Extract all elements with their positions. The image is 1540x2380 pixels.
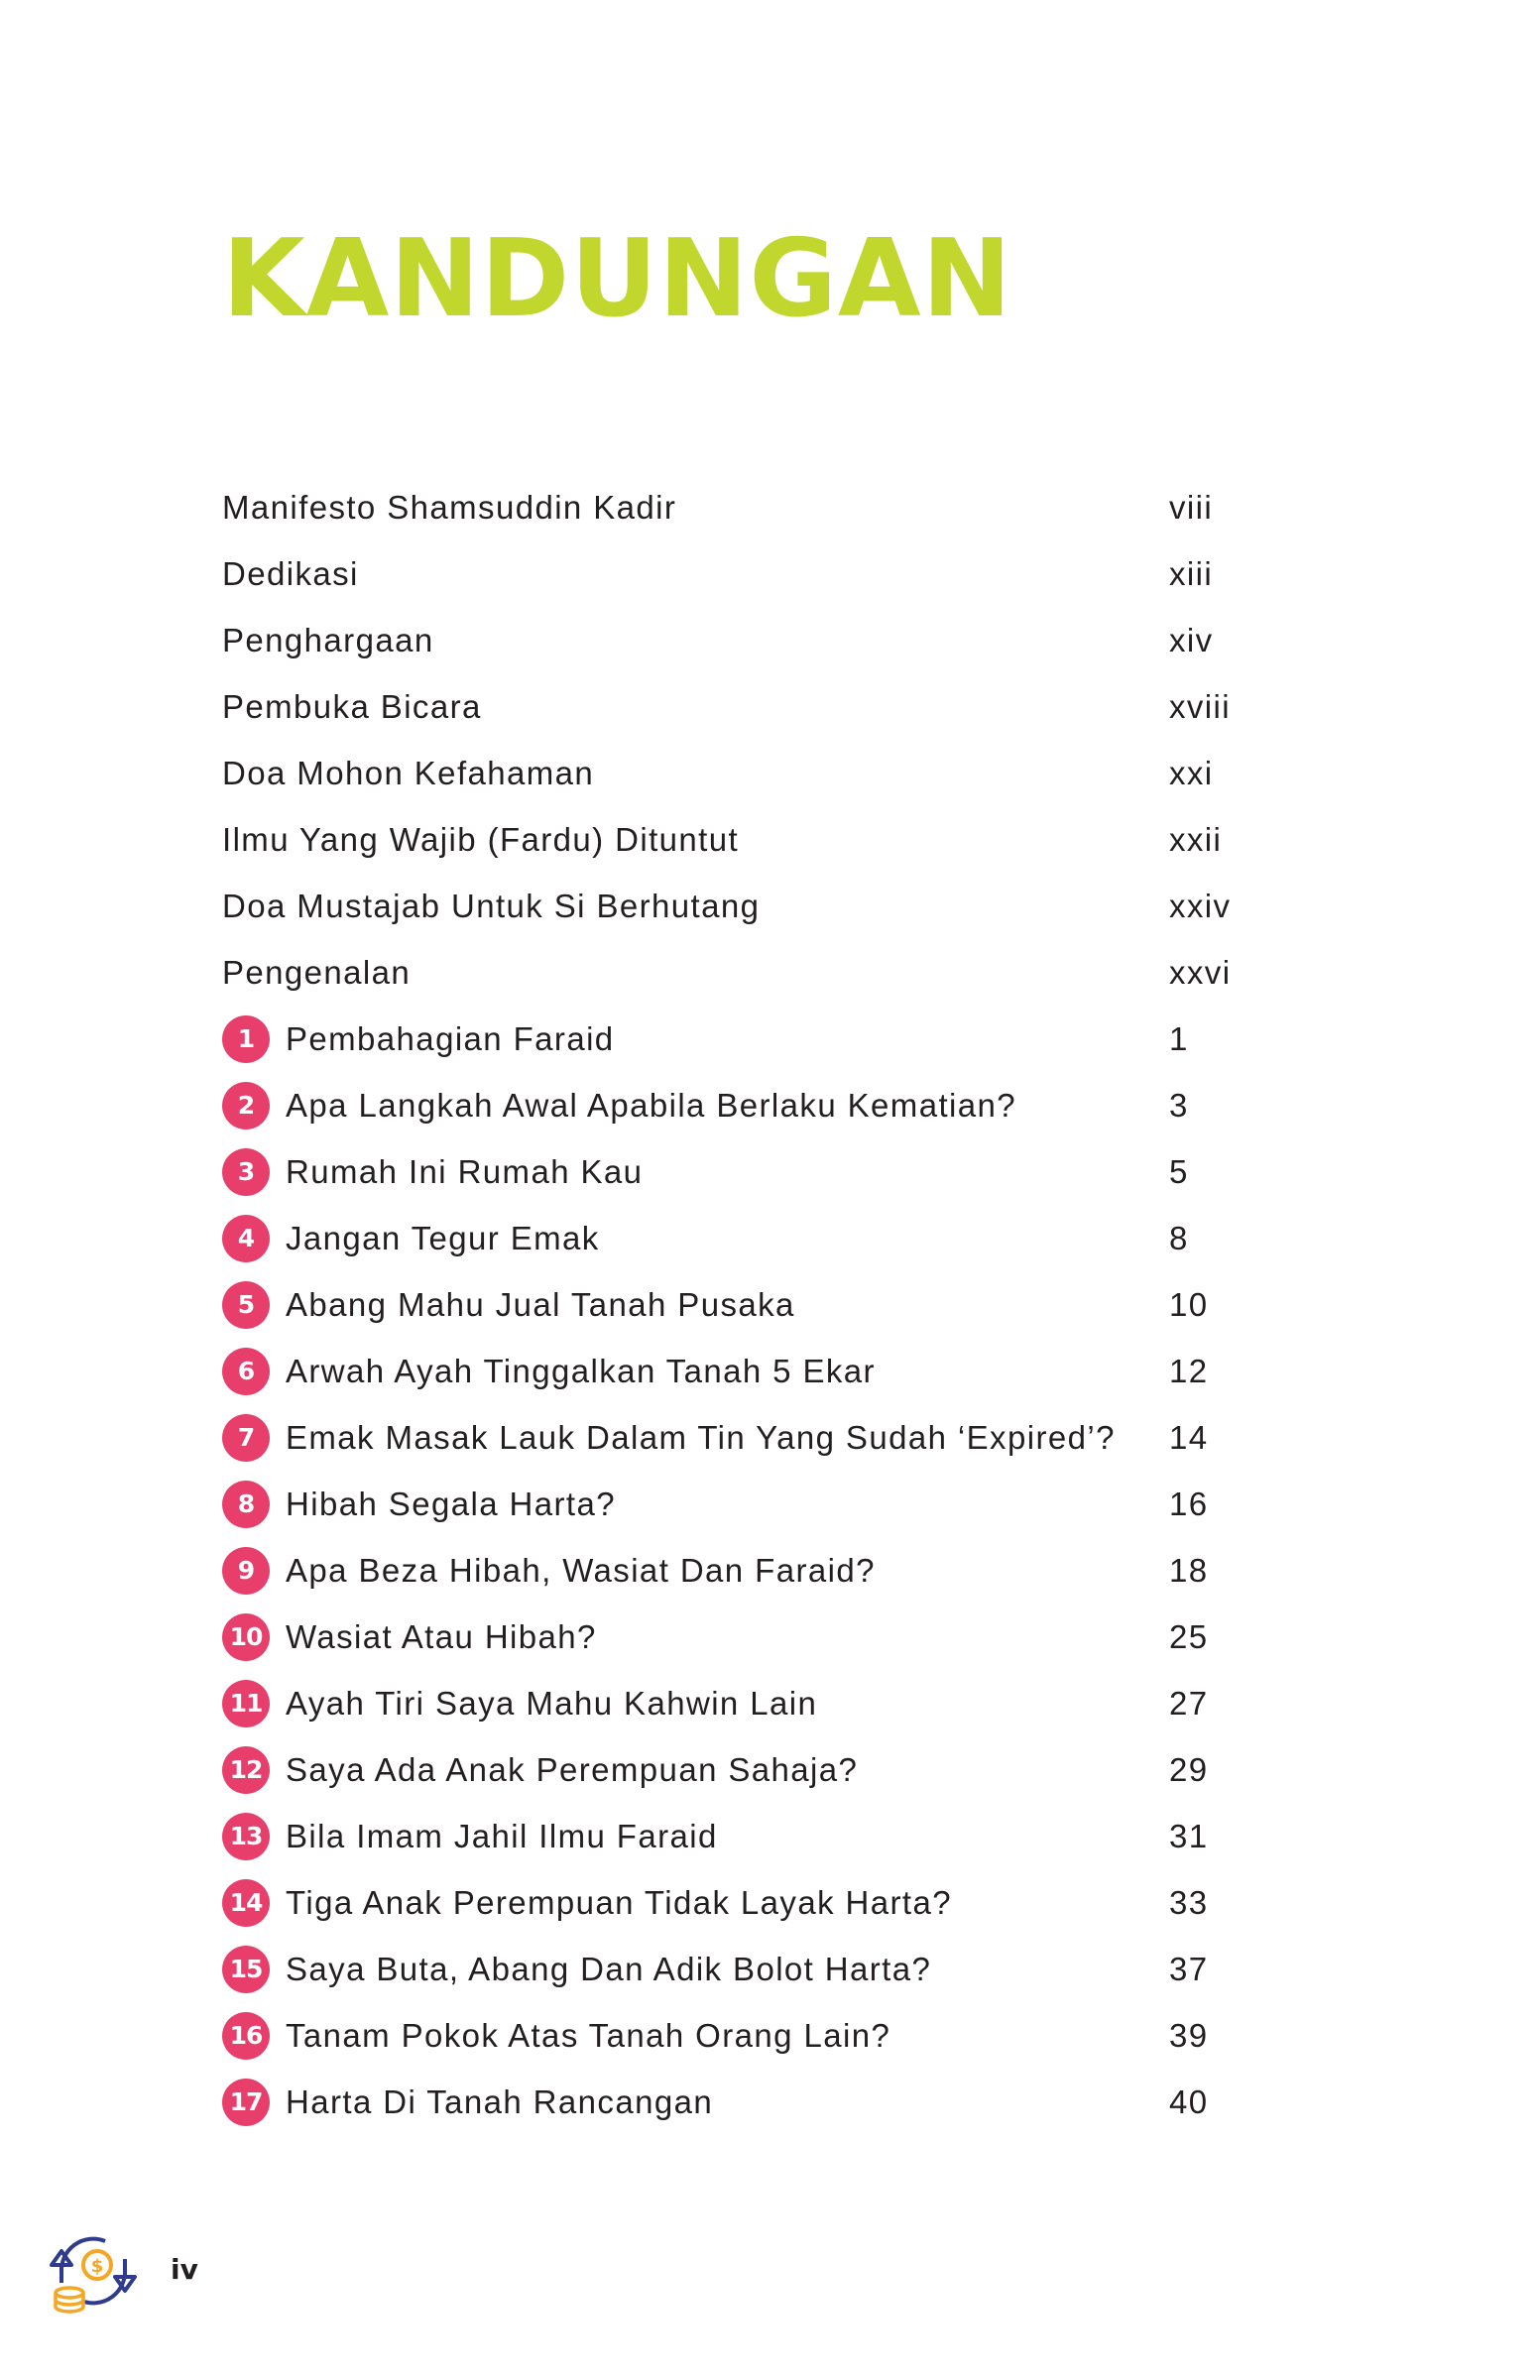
svg-text:$: $: [90, 2256, 104, 2277]
toc-entry-page: xiv: [1169, 621, 1214, 658]
toc-entry-title: Apa Langkah Awal Apabila Berlaku Kematian?: [286, 1086, 1017, 1124]
toc-entry-title: Penghargaan: [222, 621, 434, 658]
toc-entry-title: Hibah Segala Harta?: [286, 1485, 616, 1522]
toc-entry-page: xviii: [1169, 687, 1231, 725]
toc-entry-page: 31: [1169, 1817, 1209, 1854]
toc-entry-title: Ayah Tiri Saya Mahu Kahwin Lain: [286, 1684, 818, 1722]
toc-entry-title: Abang Mahu Jual Tanah Pusaka: [286, 1285, 795, 1323]
toc-entry-page: 8: [1169, 1219, 1189, 1256]
chapter-number-badge: 17: [222, 2079, 270, 2126]
toc-entry-title: Pengenalan: [222, 953, 412, 991]
toc-entry: [222, 1936, 1313, 2002]
toc-entry: [222, 1736, 1313, 1803]
chapter-number-badge: 9: [222, 1547, 270, 1595]
chapter-number-badge: 4: [222, 1215, 270, 1262]
toc-entry-title: Doa Mustajab Untuk Si Berhutang: [222, 887, 761, 924]
toc-entry-title: Dedikasi: [222, 554, 359, 592]
toc-entry: [222, 673, 1313, 740]
chapter-number-badge: 10: [222, 1613, 270, 1661]
chapter-number-badge: 12: [222, 1746, 270, 1794]
chapter-number-badge: 11: [222, 1680, 270, 1727]
toc-entry-page: 3: [1169, 1086, 1189, 1124]
toc-entry-page: xxiv: [1169, 887, 1232, 924]
page-number: iv: [171, 2253, 198, 2286]
toc-entry: [222, 2069, 1313, 2135]
toc-entry-page: 25: [1169, 1617, 1209, 1655]
toc-entry-page: 14: [1169, 1418, 1209, 1456]
toc-entry: [222, 939, 1313, 1006]
toc-entry: [222, 1338, 1313, 1404]
toc-entry: [222, 1205, 1313, 1271]
toc-entry: [222, 1006, 1313, 1072]
toc-entry-page: 39: [1169, 2016, 1209, 2054]
toc-entry: [222, 2002, 1313, 2069]
toc-entry: [222, 1271, 1313, 1338]
toc-entry: [222, 1404, 1313, 1471]
chapter-number-badge: 2: [222, 1082, 270, 1130]
toc-entry-page: 1: [1169, 1019, 1189, 1057]
toc-entry: [222, 1072, 1313, 1138]
toc-entry: [222, 806, 1313, 873]
toc-entry-title: Tanam Pokok Atas Tanah Orang Lain?: [286, 2016, 891, 2054]
toc-entry-title: Apa Beza Hibah, Wasiat Dan Faraid?: [286, 1551, 876, 1589]
toc-entry-page: 40: [1169, 2082, 1209, 2120]
toc-entry-page: 12: [1169, 1352, 1209, 1389]
toc-entry-page: 27: [1169, 1684, 1209, 1722]
toc-entry-title: Manifesto Shamsuddin Kadir: [222, 488, 677, 526]
toc-entry-title: Bila Imam Jahil Ilmu Faraid: [286, 1817, 718, 1854]
toc-entry: [222, 1869, 1313, 1936]
chapter-number-badge: 14: [222, 1879, 270, 1927]
toc-entry-page: viii: [1169, 488, 1214, 526]
toc-entry: [222, 540, 1313, 607]
toc-entry-title: Pembuka Bicara: [222, 687, 482, 725]
chapter-number-badge: 5: [222, 1281, 270, 1329]
toc-entry-title: Ilmu Yang Wajib (Fardu) Dituntut: [222, 820, 740, 858]
toc-entry-title: Pembahagian Faraid: [286, 1019, 615, 1057]
toc-entry: [222, 1471, 1313, 1537]
toc-entry-page: 33: [1169, 1883, 1209, 1921]
toc-entry: [222, 740, 1313, 806]
toc-entry: [222, 1604, 1313, 1670]
toc-entry-title: Tiga Anak Perempuan Tidak Layak Harta?: [286, 1883, 952, 1921]
toc-entry-title: Doa Mohon Kefahaman: [222, 754, 595, 791]
toc-entry: [222, 1803, 1313, 1869]
toc-entry-title: Emak Masak Lauk Dalam Tin Yang Sudah ‘Expired’?: [286, 1418, 1116, 1456]
toc-entry: [222, 1670, 1313, 1736]
toc-entry: [222, 474, 1313, 540]
chapter-number-badge: 16: [222, 2012, 270, 2060]
page-title: KANDUNGAN: [222, 217, 1013, 341]
toc-entry-page: 5: [1169, 1152, 1189, 1190]
chapter-number-badge: 15: [222, 1946, 270, 1993]
toc-entry-title: Saya Buta, Abang Dan Adik Bolot Harta?: [286, 1950, 932, 1987]
toc-entry-title: Wasiat Atau Hibah?: [286, 1617, 597, 1655]
toc-entry: [222, 1537, 1313, 1604]
chapter-number-badge: 6: [222, 1348, 270, 1395]
chapter-number-badge: 3: [222, 1148, 270, 1196]
money-cycle-coins-icon: [44, 2221, 143, 2320]
toc-entry-page: xxii: [1169, 820, 1223, 858]
toc-entry-page: 37: [1169, 1950, 1209, 1987]
toc-entry-title: Rumah Ini Rumah Kau: [286, 1152, 644, 1190]
toc-entry-page: 18: [1169, 1551, 1209, 1589]
toc-entry-title: Saya Ada Anak Perempuan Sahaja?: [286, 1750, 859, 1788]
toc-entry: [222, 1138, 1313, 1205]
toc-entry: [222, 607, 1313, 673]
chapter-number-badge: 13: [222, 1813, 270, 1860]
toc-entry-page: xxvi: [1169, 953, 1232, 991]
toc-entry: [222, 873, 1313, 939]
toc-entry-page: 16: [1169, 1485, 1209, 1522]
chapter-number-badge: 1: [222, 1015, 270, 1063]
toc-entry-title: Jangan Tegur Emak: [286, 1219, 600, 1256]
toc-entry-page: xiii: [1169, 554, 1214, 592]
table-of-contents: [222, 474, 1313, 2135]
toc-entry-page: 10: [1169, 1285, 1209, 1323]
chapter-number-badge: 8: [222, 1481, 270, 1528]
chapter-number-badge: 7: [222, 1414, 270, 1462]
toc-entry-page: xxi: [1169, 754, 1214, 791]
toc-entry-title: Arwah Ayah Tinggalkan Tanah 5 Ekar: [286, 1352, 876, 1389]
toc-entry-page: 29: [1169, 1750, 1209, 1788]
toc-entry-title: Harta Di Tanah Rancangan: [286, 2082, 714, 2120]
